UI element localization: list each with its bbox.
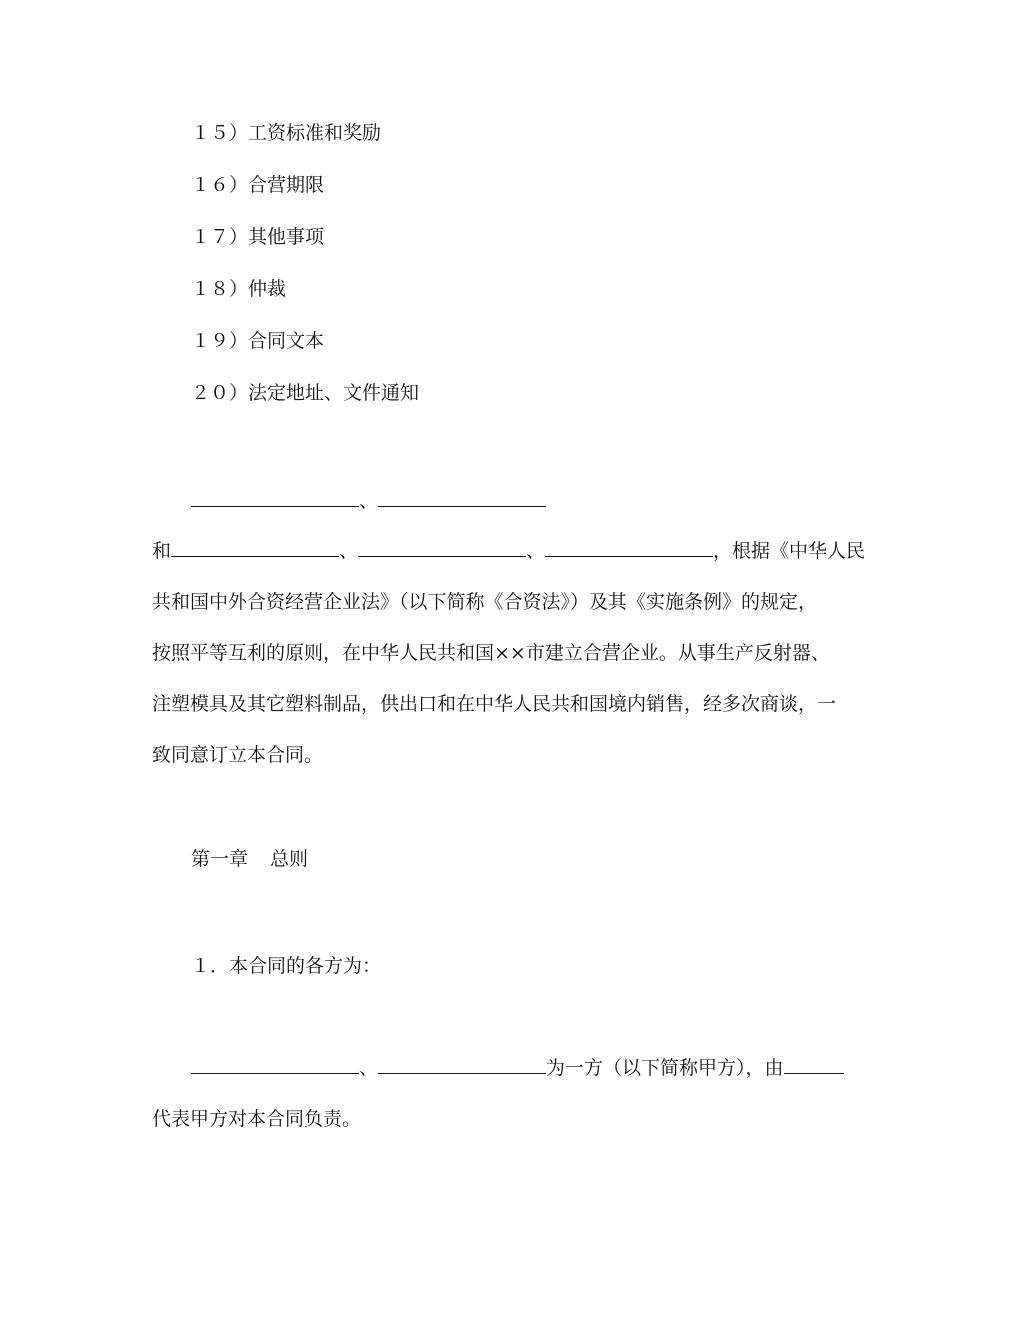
preamble-text: ，根据《中华人民 (713, 540, 866, 562)
separator: 、 (526, 540, 546, 562)
chapter-number: 第一章 (191, 848, 249, 870)
party-a-line1 (191, 1055, 844, 1081)
clause-heading: １．本合同的各方为： (191, 955, 382, 977)
chapter-heading (191, 846, 308, 872)
preamble-parties-line1 (191, 488, 546, 514)
blank-field (191, 1055, 359, 1074)
preamble-parties-line2 (152, 538, 865, 564)
blank-field (378, 488, 546, 507)
list-item: １７）其他事项 (191, 226, 325, 248)
chapter-title: 总则 (270, 848, 309, 870)
party-a-text: 为一方（以下简称甲方），由 (546, 1057, 784, 1079)
blank-field (378, 1055, 546, 1074)
blank-field (358, 538, 526, 557)
preamble-text: 注塑模具及其它塑料制品，供出口和在中华人民共和国境内销售，经多次商谈，一 (152, 693, 837, 715)
separator: 、 (339, 540, 359, 562)
list-item: ２０）法定地址、文件通知 (191, 382, 420, 404)
blank-field (191, 488, 359, 507)
blank-field (784, 1055, 844, 1074)
preamble-text: 按照平等互利的原则，在中华人民共和国××市建立合营企业。从事生产反射器、 (152, 642, 830, 664)
blank-field (171, 538, 339, 557)
party-a-text: 代表甲方对本合同负责。 (152, 1108, 362, 1130)
blank-field (545, 538, 713, 557)
separator: 、 (359, 490, 379, 512)
list-item: １９）合同文本 (191, 330, 325, 352)
preamble-text: 共和国中外合资经营企业法》（以下简称《合资法》）及其《实施条例》的规定， (152, 591, 818, 613)
list-item: １５）工资标准和奖励 (191, 122, 382, 144)
preamble-text: 致同意订立本合同。 (152, 744, 324, 766)
list-item: １８）仲裁 (191, 278, 287, 300)
preamble-prefix: 和 (152, 540, 172, 562)
list-item: １６）合营期限 (191, 174, 325, 196)
separator: 、 (359, 1057, 379, 1079)
